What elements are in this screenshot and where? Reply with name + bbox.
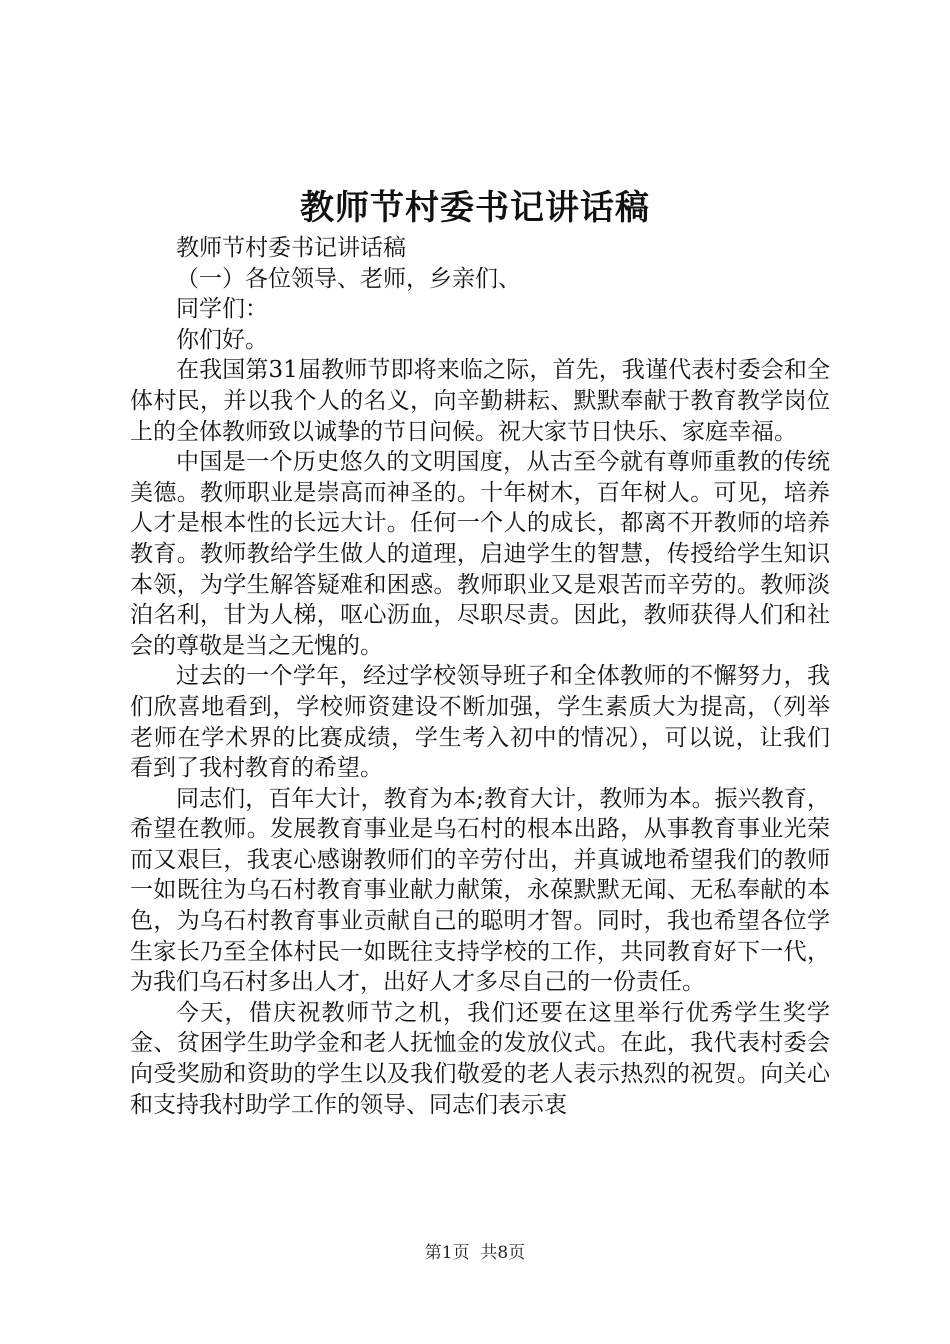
paragraph: 在我国第31届教师节即将来临之际，首先，我谨代表村委会和全体村民，并以我个人的名义，向辛勤耕耘、默默奉献于教育教学岗位上的全体教师致以诚挚的节日问候。祝大家节日快乐、家庭幸福。 — [130, 357, 830, 445]
paragraph: 同志们，百年大计，教育为本;教育大计，教师为本。振兴教育，希望在教师。发展教育事业是乌石村的根本出路，从事教育事业光荣而又艰巨，我衷心感谢教师们的辛劳付出，并真诚地希望我们的教师一如既往为乌石村教育事业献力献策，永葆默默无闻、无私奉献的本色，为乌石村教育事业贡献自己的聪明才智。同时，我也希望各位学生家长乃至全体村民一如既往支持学校的工作，共同教育好下一代，为我们乌石村多出人才，出好人才多尽自己的一份责任。 — [130, 785, 830, 996]
paragraph-salutation: （一）各位领导、老师，乡亲们、 — [176, 265, 521, 292]
page-total: 共8页 — [480, 1243, 526, 1263]
document-title: 教师节村委书记讲话稿 — [300, 188, 650, 228]
page-footer — [0, 1241, 950, 1265]
paragraph: 今天，借庆祝教师节之机，我们还要在这里举行优秀学生奖学金、贫困学生助学金和老人抚恤金的发放仪式。在此，我代表村委会向受奖励和资助的学生以及我们敬爱的老人表示热烈的祝贺。向关心和支持我村助学工作的领导、同志们表示衷 — [130, 999, 830, 1118]
paragraph: 过去的一个学年，经过学校领导班子和全体教师的不懈努力，我们欣喜地看到，学校师资建设不断加强，学生素质大为提高，（列举老师在学术界的比赛成绩，学生考入初中的情况），可以说，让我们看到了我村教育的希望。 — [130, 663, 830, 782]
paragraph-salutation-cont: 同学们： — [176, 296, 268, 323]
page-number: 第1页 — [424, 1243, 470, 1263]
document-body — [130, 233, 830, 1120]
paragraph: 中国是一个历史悠久的文明国度，从古至今就有尊师重教的传统美德。教师职业是崇高而神圣的。十年树木，百年树人。可见，培养人才是根本性的长远大计。任何一个人的成长，都离不开教师的培养教育。教师教给学生做人的道理，启迪学生的智慧，传授给学生知识本领，为学生解答疑难和困惑。教师职业又是艰苦而辛劳的。教师淡泊名利，甘为人梯，呕心沥血，尽职尽责。因此，教师获得人们和社会的尊敬是当之无愧的。 — [130, 449, 830, 659]
paragraph-greeting: 你们好。 — [176, 326, 268, 353]
paragraph-subtitle: 教师节村委书记讲话稿 — [176, 235, 406, 261]
